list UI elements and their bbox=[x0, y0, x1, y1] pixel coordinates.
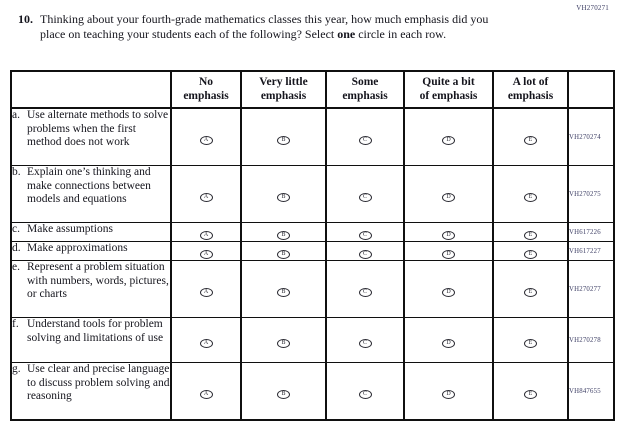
option-bubble-some-emphasis[interactable]: C bbox=[359, 288, 372, 297]
option-bubble-a-lot-of-emphasis[interactable]: E bbox=[524, 339, 537, 348]
option-bubble-some-emphasis[interactable]: C bbox=[359, 339, 372, 348]
option-bubble-very-little-emphasis[interactable]: B bbox=[277, 231, 290, 240]
option-bubble-quite-a-bit-of-emphasis[interactable]: D bbox=[442, 193, 455, 202]
option-bubble-no-emphasis[interactable]: A bbox=[200, 339, 213, 348]
option-bubble-a-lot-of-emphasis[interactable]: E bbox=[524, 390, 537, 399]
table-row-e bbox=[11, 261, 614, 318]
option-bubble-very-little-emphasis[interactable]: B bbox=[277, 193, 290, 202]
question-text-post: circle in each row. bbox=[355, 27, 447, 42]
row-text: Represent a problem situation with numbers, words, pictures, or charts bbox=[27, 261, 169, 301]
option-bubble-no-emphasis[interactable]: A bbox=[200, 250, 213, 259]
row-letter: e. bbox=[12, 261, 20, 273]
option-bubble-some-emphasis[interactable]: C bbox=[359, 193, 372, 202]
column-header-no-emphasis: No emphasis bbox=[171, 71, 241, 108]
option-bubble-very-little-emphasis[interactable]: B bbox=[277, 136, 290, 145]
option-bubble-quite-a-bit-of-emphasis[interactable]: D bbox=[442, 136, 455, 145]
row-code: VH270274 bbox=[568, 108, 614, 166]
row-text: Use clear and precise language to discuss problem solving and reasoning bbox=[27, 363, 170, 403]
row-text: Make assumptions bbox=[27, 223, 113, 235]
option-bubble-some-emphasis[interactable]: C bbox=[359, 136, 372, 145]
option-bubble-a-lot-of-emphasis[interactable]: E bbox=[524, 136, 537, 145]
question-number: 10. bbox=[18, 12, 33, 26]
option-bubble-no-emphasis[interactable]: A bbox=[200, 288, 213, 297]
option-bubble-a-lot-of-emphasis[interactable]: E bbox=[524, 250, 537, 259]
option-bubble-very-little-emphasis[interactable]: B bbox=[277, 390, 290, 399]
option-bubble-some-emphasis[interactable]: C bbox=[359, 231, 372, 240]
row-letter: d. bbox=[12, 242, 21, 254]
option-bubble-no-emphasis[interactable]: A bbox=[200, 231, 213, 240]
option-bubble-very-little-emphasis[interactable]: B bbox=[277, 288, 290, 297]
row-letter: g. bbox=[12, 363, 21, 375]
option-bubble-no-emphasis[interactable]: A bbox=[200, 390, 213, 399]
emphasis-matrix-table bbox=[10, 70, 615, 421]
option-bubble-a-lot-of-emphasis[interactable]: E bbox=[524, 193, 537, 202]
option-bubble-quite-a-bit-of-emphasis[interactable]: D bbox=[442, 250, 455, 259]
option-bubble-no-emphasis[interactable]: A bbox=[200, 193, 213, 202]
row-text: Use alternate methods to solve problems when the first method does not work bbox=[27, 109, 169, 149]
item-column-header bbox=[11, 71, 171, 108]
column-header-a-lot-of-emphasis: A lot of emphasis bbox=[493, 71, 568, 108]
header-row bbox=[11, 71, 614, 108]
question-block bbox=[18, 12, 510, 43]
table-row-f bbox=[11, 318, 614, 363]
table-row-g bbox=[11, 363, 614, 421]
option-bubble-no-emphasis[interactable]: A bbox=[200, 136, 213, 145]
row-code: VH270277 bbox=[568, 261, 614, 318]
option-bubble-quite-a-bit-of-emphasis[interactable]: D bbox=[442, 288, 455, 297]
option-bubble-a-lot-of-emphasis[interactable]: E bbox=[524, 288, 537, 297]
table-row-d bbox=[11, 242, 614, 261]
question-text bbox=[40, 12, 510, 43]
row-text: Explain one’s thinking and make connections between models and equations bbox=[27, 166, 151, 206]
row-text: Understand tools for problem solving and limitations of use bbox=[27, 318, 164, 344]
row-text: Make approximations bbox=[27, 242, 128, 254]
row-code: VH617227 bbox=[568, 242, 614, 261]
row-code: VH270275 bbox=[568, 166, 614, 223]
option-bubble-quite-a-bit-of-emphasis[interactable]: D bbox=[442, 339, 455, 348]
column-header-some-emphasis: Some emphasis bbox=[326, 71, 404, 108]
option-bubble-quite-a-bit-of-emphasis[interactable]: D bbox=[442, 231, 455, 240]
code-column-header bbox=[568, 71, 614, 108]
row-letter: c. bbox=[12, 223, 20, 235]
row-letter: b. bbox=[12, 166, 21, 178]
option-bubble-very-little-emphasis[interactable]: B bbox=[277, 339, 290, 348]
row-code: VH270278 bbox=[568, 318, 614, 363]
question-text-bold: one bbox=[337, 27, 356, 42]
row-code: VH847655 bbox=[568, 363, 614, 421]
row-letter: a. bbox=[12, 109, 20, 121]
option-bubble-quite-a-bit-of-emphasis[interactable]: D bbox=[442, 390, 455, 399]
option-bubble-some-emphasis[interactable]: C bbox=[359, 250, 372, 259]
column-header-quite-a-bit-of-emphasis: Quite a bit of emphasis bbox=[404, 71, 493, 108]
question-text-pre: Thinking about your fourth-grade mathematics classes this year, how much emphasis did you place on teaching your students each of the following? Select bbox=[40, 12, 489, 42]
column-header-very-little-emphasis: Very little emphasis bbox=[241, 71, 326, 108]
option-bubble-some-emphasis[interactable]: C bbox=[359, 390, 372, 399]
table-row-a bbox=[11, 108, 614, 166]
row-letter: f. bbox=[12, 318, 19, 330]
option-bubble-very-little-emphasis[interactable]: B bbox=[277, 250, 290, 259]
option-bubble-a-lot-of-emphasis[interactable]: E bbox=[524, 231, 537, 240]
table-row-c bbox=[11, 223, 614, 242]
form-code: VH270271 bbox=[576, 4, 609, 12]
table-row-b bbox=[11, 166, 614, 223]
row-code: VH617226 bbox=[568, 223, 614, 242]
